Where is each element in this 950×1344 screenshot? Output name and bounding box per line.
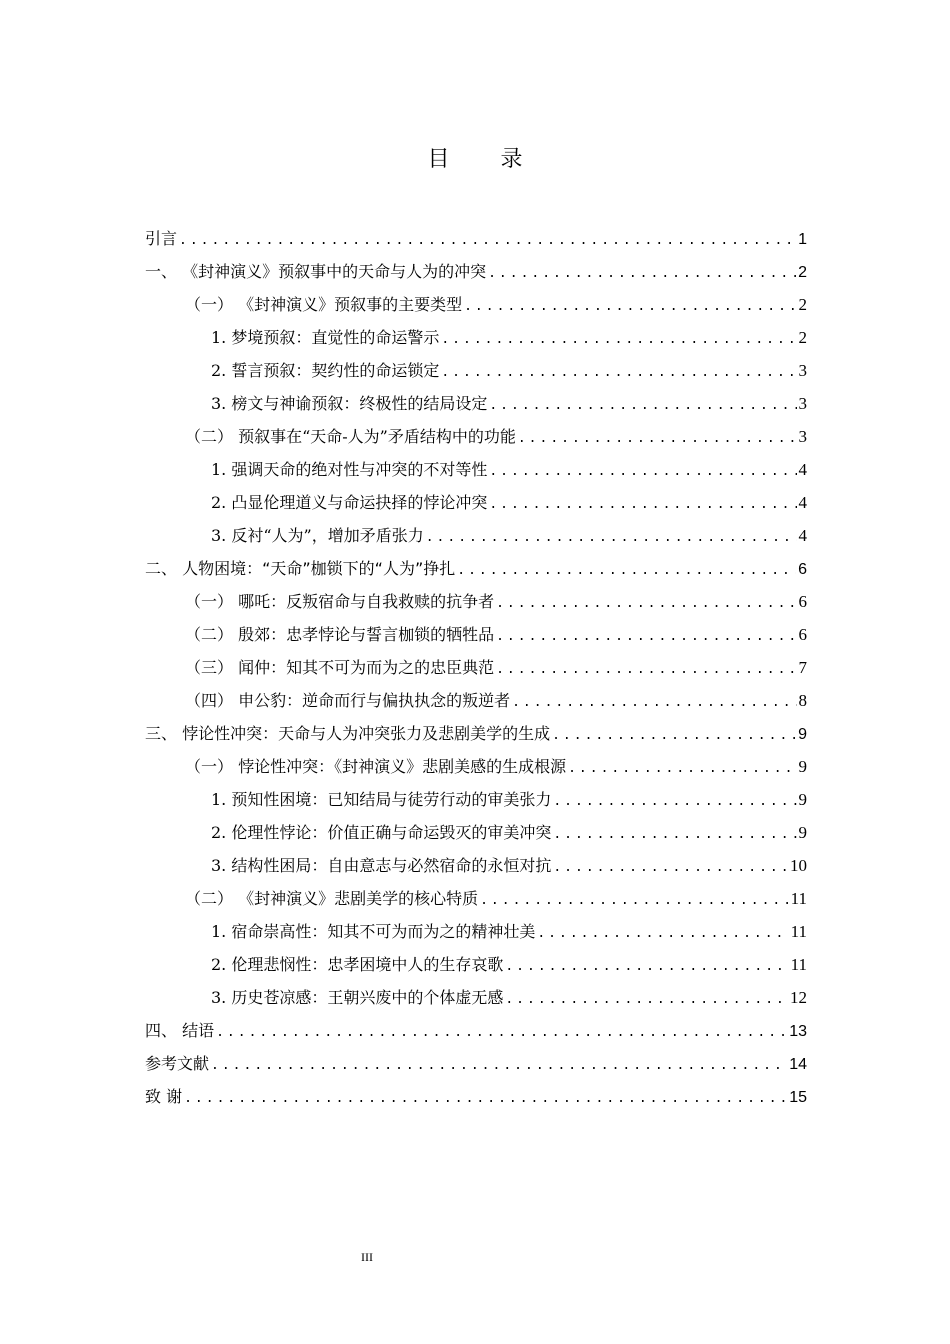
toc-entry-page: 11 [790,955,807,974]
dot-leader [552,719,796,752]
toc-entry-page: 13 [789,1023,807,1040]
dot-leader [464,290,796,323]
toc-entry-title: 引言 [145,229,178,248]
toc-entry[interactable] [145,222,807,255]
toc-entry-title: 参考文献 [145,1054,210,1073]
dot-leader [496,653,796,686]
toc-entry-page: 4 [798,460,807,479]
toc-entry[interactable] [145,1047,807,1080]
toc-entry-title: 3. 反衬“人为”，增加矛盾张力 [211,526,424,545]
toc-entry[interactable] [145,486,807,519]
toc-entry-title: 1. 宿命崇高性：知其不可为而为之的精神壮美 [211,922,536,941]
toc-entry[interactable] [145,816,807,849]
toc-entry-title: 3. 榜文与神谕预叙：终极性的结局设定 [211,394,488,413]
toc-entry[interactable] [145,915,807,948]
toc-entry[interactable] [145,750,807,783]
dot-leader [505,983,788,1016]
toc-entry[interactable] [145,552,807,585]
toc-entry-page: 9 [798,823,807,842]
dot-leader [211,1049,787,1082]
toc-entry-title: 2. 凸显伦理道义与命运抉择的悖论冲突 [211,493,488,512]
dot-leader [489,488,796,521]
page-title: 目 录 [427,147,545,172]
toc-entry-title: 三、 悖论性冲突：天命与人为冲突张力及悲剧美学的生成 [145,724,551,743]
dot-leader [537,917,788,950]
toc-entry[interactable] [145,453,807,486]
toc-entry-page: 8 [798,691,807,710]
toc-entry[interactable] [145,288,807,321]
dot-leader [568,752,796,785]
toc-entry-page: 4 [798,493,807,512]
toc-entry-title: 一、 《封神演义》预叙事中的天命与人为的冲突 [145,262,487,281]
toc-entry-title: （二） 预叙事在“天命-人为”矛盾结构中的功能 [185,427,516,446]
dot-leader [553,785,796,818]
toc-entry[interactable] [145,783,807,816]
toc-entry-title: 2. 誓言预叙：契约性的命运锁定 [211,361,440,380]
toc-entry[interactable] [145,717,807,750]
toc-entry[interactable] [145,1014,807,1047]
dot-leader [216,1016,787,1049]
toc-entry-title: （一） 悖论性冲突：《封神演义》悲剧美感的生成根源 [185,757,567,776]
toc-entry-page: 7 [798,658,807,677]
toc-entry[interactable] [145,420,807,453]
dot-leader [480,884,789,917]
toc-entry-title: 2. 伦理悲悯性：忠孝困境中人的生存哀歌 [211,955,504,974]
toc-entry-page: 6 [798,561,807,578]
toc-entry-page: 15 [789,1089,807,1106]
toc-entry-title: 1. 强调天命的绝对性与冲突的不对等性 [211,460,488,479]
toc-entry[interactable] [145,255,807,288]
toc-entry-page: 1 [798,231,807,248]
toc-entry[interactable] [145,387,807,420]
dot-leader [553,851,788,884]
toc-entry-title: 2. 伦理性悖论：价值正确与命运毁灭的审美冲突 [211,823,552,842]
dot-leader [184,1082,787,1115]
toc-entry-title: （三） 闻仲：知其不可为而为之的忠臣典范 [185,658,495,677]
toc-entry-page: 9 [798,757,807,776]
toc-entry-title: （一） 《封神演义》预叙事的主要类型 [185,295,463,314]
dot-leader [505,950,788,983]
toc-entry-title: 致 谢 [145,1087,183,1106]
toc-entry-title: （二） 殷郊：忠孝悖论与誓言枷锁的牺牲品 [185,625,495,644]
toc-entry-page: 3 [798,361,807,380]
toc-entry-page: 11 [790,889,807,908]
toc-entry-title: 3. 历史苍凉感：王朝兴废中的个体虚无感 [211,988,504,1007]
dot-leader [518,422,797,455]
toc-entry[interactable] [145,948,807,981]
toc-entry[interactable] [145,981,807,1014]
toc-entry-page: 14 [789,1056,807,1073]
table-of-contents [145,222,807,1113]
toc-entry[interactable] [145,618,807,651]
dot-leader [441,323,796,356]
dot-leader [496,587,796,620]
dot-leader [488,257,796,290]
dot-leader [512,686,796,719]
toc-entry-title: 四、 结语 [145,1021,215,1040]
toc-entry-page: 4 [798,526,807,545]
toc-entry-title: 二、 人物困境：“天命”枷锁下的“人为”挣扎 [145,559,456,578]
toc-entry[interactable] [145,1080,807,1113]
dot-leader [553,818,796,851]
toc-entry-page: 3 [798,394,807,413]
dot-leader [426,521,797,554]
toc-entry-title: 3. 结构性困局：自由意志与必然宿命的永恒对抗 [211,856,552,875]
dot-leader [441,356,796,389]
toc-entry[interactable] [145,882,807,915]
dot-leader [457,554,796,587]
dot-leader [496,620,796,653]
toc-entry[interactable] [145,519,807,552]
toc-entry-title: 1. 预知性困境：已知结局与徒劳行动的审美张力 [211,790,552,809]
toc-entry-page: 12 [790,988,807,1007]
toc-entry-title: （四） 申公豹：逆命而行与偏执执念的叛逆者 [185,691,511,710]
toc-entry-title: 1. 梦境预叙：直觉性的命运警示 [211,328,440,347]
toc-entry[interactable] [145,849,807,882]
toc-entry[interactable] [145,585,807,618]
dot-leader [489,455,796,488]
toc-entry-page: 2 [798,328,807,347]
toc-entry-page: 6 [798,592,807,611]
toc-entry[interactable] [145,354,807,387]
toc-entry-title: （一） 哪吒：反叛宿命与自我救赎的抗争者 [185,592,495,611]
toc-entry-page: 9 [798,726,807,743]
dot-leader [179,224,796,257]
dot-leader [489,389,796,422]
toc-entry-page: 9 [798,790,807,809]
page-number: III [361,1250,373,1264]
toc-entry[interactable] [145,321,807,354]
toc-entry-page: 2 [798,295,807,314]
toc-entry-page: 2 [798,264,807,281]
toc-entry-page: 10 [790,856,807,875]
toc-entry-page: 11 [790,922,807,941]
toc-entry-page: 6 [798,625,807,644]
toc-entry[interactable] [145,651,807,684]
toc-entry[interactable] [145,684,807,717]
toc-entry-title: （二） 《封神演义》悲剧美学的核心特质 [185,889,479,908]
toc-entry-page: 3 [798,427,807,446]
